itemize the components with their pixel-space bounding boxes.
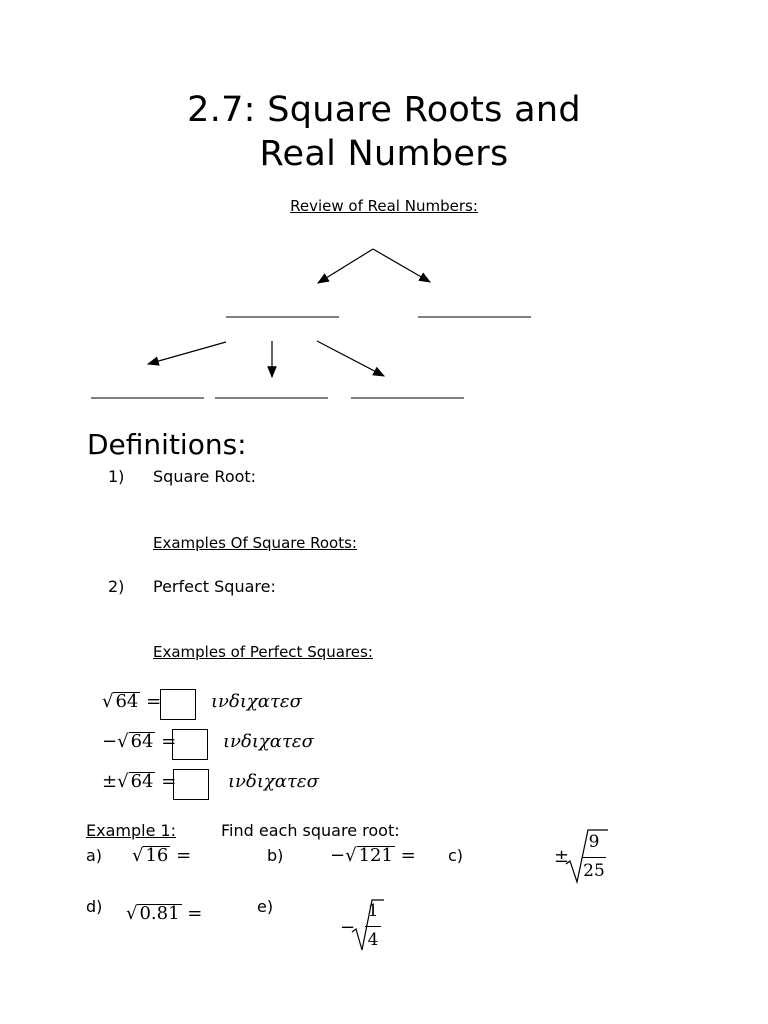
radicand: 0.81 <box>139 903 180 924</box>
equals-sign: = <box>146 691 162 712</box>
definitions-heading: Definitions: <box>87 428 247 461</box>
radicand: 64 <box>130 771 154 792</box>
equals-sign: = <box>161 731 177 752</box>
root-line-3 <box>102 771 176 792</box>
fraction-numerator: 9 <box>588 832 600 852</box>
definition-number: 2) <box>108 577 125 596</box>
radicand: 64 <box>115 691 139 712</box>
fraction-numerator: 1 <box>367 901 379 921</box>
part-b-letter: b) <box>267 846 284 865</box>
radicand: 64 <box>130 731 154 752</box>
example-1-instruction: Find each square root: <box>221 821 400 840</box>
radicand: 121 <box>358 845 393 866</box>
minus-sign: − <box>340 917 356 938</box>
page-title-line-2: Real Numbers <box>259 134 509 174</box>
part-e-letter: e) <box>257 897 274 916</box>
examples-square-roots-heading: Examples Of Square Roots: <box>153 534 357 552</box>
radical-sign: √ <box>345 845 357 866</box>
minus-sign: − <box>102 731 118 752</box>
page-title-line-1: 2.7: Square Roots and <box>187 90 581 130</box>
examples-perfect-squares-heading: Examples of Perfect Squares: <box>153 643 373 661</box>
tree-arrow-lower-right <box>317 341 384 376</box>
answer-box[interactable] <box>173 769 209 800</box>
equals-sign: = <box>400 845 416 866</box>
radicand: 16 <box>145 845 169 866</box>
definition-number: 1) <box>108 467 125 486</box>
part-d-expression <box>126 903 202 924</box>
plus-minus-sign: ± <box>554 846 570 867</box>
part-a-letter: a) <box>86 846 103 865</box>
fraction-bar <box>582 857 606 858</box>
tree-arrow-right <box>373 249 430 282</box>
root-line-word: ινδιχατεσ <box>223 731 314 752</box>
radical-sign: √ <box>117 731 129 752</box>
real-numbers-tree-diagram <box>0 0 768 420</box>
root-line-2 <box>102 731 176 752</box>
tree-arrow-left <box>318 249 373 283</box>
part-c-letter: c) <box>448 846 464 865</box>
part-d-letter: d) <box>86 897 103 916</box>
answer-box[interactable] <box>172 729 208 760</box>
fraction-denominator: 25 <box>583 861 605 881</box>
radical-sign: √ <box>132 845 144 866</box>
answer-box[interactable] <box>160 689 196 720</box>
radical-sign: √ <box>117 771 129 792</box>
equals-sign: = <box>176 845 192 866</box>
review-heading: Review of Real Numbers: <box>290 197 478 215</box>
root-line-1 <box>102 691 161 712</box>
radical-sign: √ <box>102 691 114 712</box>
minus-sign: − <box>330 845 346 866</box>
radical-sign: √ <box>126 903 138 924</box>
fraction-bar <box>365 926 381 927</box>
equals-sign: = <box>161 771 177 792</box>
definition-square-root: Square Root: <box>153 467 257 486</box>
example-1-label: Example 1: <box>86 821 177 840</box>
root-line-word: ινδιχατεσ <box>228 771 319 792</box>
part-b-expression <box>330 845 416 866</box>
part-a-expression <box>132 845 191 866</box>
equals-sign: = <box>187 903 203 924</box>
tree-arrow-lower-left <box>148 342 226 364</box>
root-line-word: ινδιχατεσ <box>211 691 302 712</box>
plus-minus-sign: ± <box>102 771 118 792</box>
definition-perfect-square: Perfect Square: <box>153 577 276 596</box>
fraction-denominator: 4 <box>367 930 379 950</box>
